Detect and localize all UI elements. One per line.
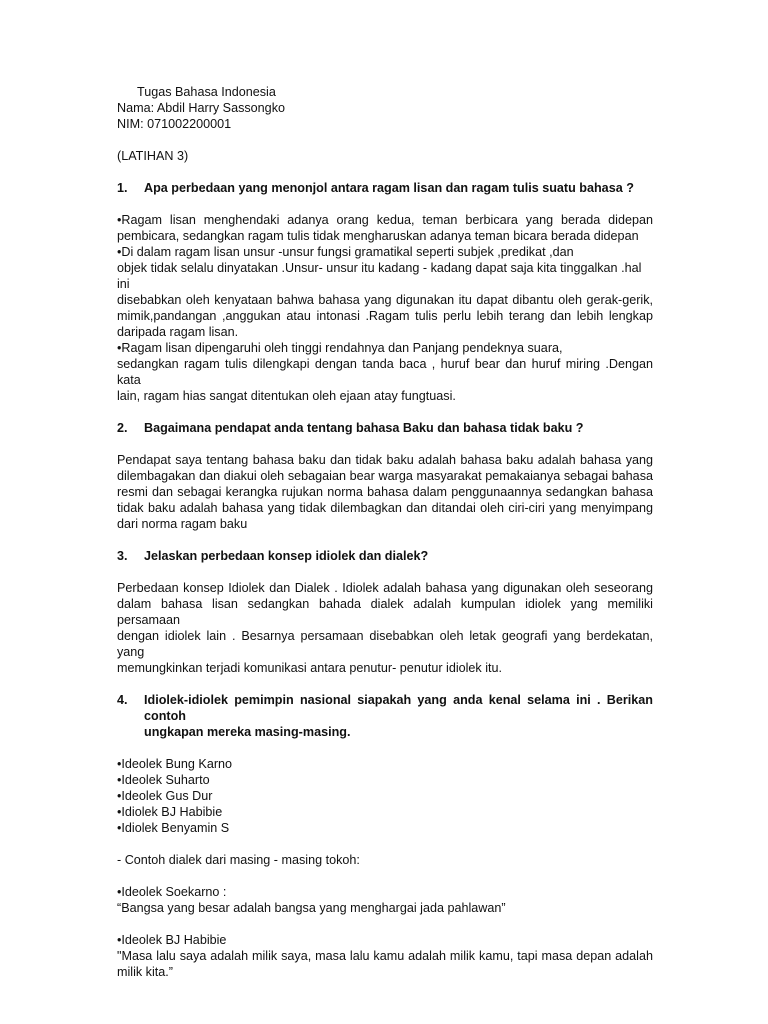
answer-line: •Di dalam ragam lisan unsur -unsur fungsi gramatikal seperti subjek ,predikat ,dan: [117, 245, 574, 259]
answer-line: Perbedaan konsep Idiolek dan Dialek . Idiolek adalah bahasa yang digunakan oleh seseorang: [117, 581, 653, 595]
answer-1: [117, 212, 653, 404]
answer-line: dengan idiolek lain . Besarnya persamaan disebabkan oleh letak geografi yang berdekatan, yang: [117, 629, 653, 659]
answer-line: •Ragam lisan dipengaruhi oleh tinggi rendahnya dan Panjang pendeknya suara,: [117, 341, 563, 355]
answer-line: daripada ragam lisan.: [117, 325, 239, 339]
question-text: Bagaimana pendapat anda tentang bahasa Baku dan bahasa tidak baku ?: [144, 421, 584, 435]
answer-line: tidak baku adalah bahasa yang tidak dilembagkan dan ditandai oleh ciri-ciri yang menyimpang: [117, 501, 653, 515]
answer-line: pembicara, sedangkan ragam tulis tidak mengharuskan adanya teman bicara berada didepan: [117, 229, 639, 243]
answer-line: disebabkan oleh kenyataan bahwa bahasa yang digunakan itu dapat dibantu oleh gerak-gerik,: [117, 293, 653, 307]
question-3: [117, 548, 653, 564]
question-number: 1.: [117, 181, 128, 195]
question-text: Jelaskan perbedaan konsep idiolek dan dialek?: [144, 549, 429, 563]
example-quote: “Bangsa yang besar adalah bangsa yang menghargai jada pahlawan”: [117, 901, 506, 915]
answer-line: dari norma ragam baku: [117, 517, 248, 531]
question-text: Apa perbedaan yang menonjol antara ragam lisan dan ragam tulis suatu bahasa ?: [144, 181, 634, 195]
list-item: •Ideolek Gus Dur: [117, 789, 213, 803]
question-number: 3.: [117, 549, 128, 563]
answer-line: Pendapat saya tentang bahasa baku dan tidak baku adalah bahasa baku adalah bahasa yang: [117, 453, 653, 467]
question-number: 2.: [117, 421, 128, 435]
answer-line: resmi dan sebagai kerangka rujukan norma bahasa dalam penggunaannya sedangkan bahasa: [117, 485, 653, 499]
list-item: •Ideolek Suharto: [117, 773, 210, 787]
answer-line: lain, ragam hias sangat ditentukan oleh ejaan atay fungtuasi.: [117, 389, 456, 403]
list-item: •Idiolek Benyamin S: [117, 821, 230, 835]
example-name: •Ideolek BJ Habibie: [117, 933, 227, 947]
student-nim: NIM: 071002200001: [117, 117, 232, 131]
student-name: Nama: Abdil Harry Sassongko: [117, 101, 285, 115]
answer-line: sedangkan ragam tulis dilengkapi dengan tanda baca , huruf bear dan huruf miring .Dengan kata: [117, 357, 653, 387]
list-item: •Idiolek BJ Habibie: [117, 805, 223, 819]
answer-3: [117, 580, 653, 676]
exercise-label: (LATIHAN 3): [117, 149, 189, 163]
document-title: Tugas Bahasa Indonesia: [137, 85, 276, 99]
document-body: [117, 84, 653, 980]
question-text: Idiolek-idiolek pemimpin nasional siapakah yang anda kenal selama ini . Berikan contoh: [144, 693, 653, 723]
answer-line: memungkinkan terjadi komunikasi antara penutur- penutur idiolek itu.: [117, 661, 503, 675]
question-1: [117, 180, 653, 196]
question-number: 4.: [117, 693, 128, 707]
answer-line: dalam bahasa lisan sedangkan bahada dialek adalah kumpulan idiolek yang memiliki persamaan: [117, 597, 653, 627]
example-name: •Ideolek Soekarno :: [117, 885, 227, 899]
question-4: [117, 692, 653, 740]
list-item: •Ideolek Bung Karno: [117, 757, 233, 771]
answer-line: •Ragam lisan menghendaki adanya orang kedua, teman berbicara yang berada didepan: [117, 213, 653, 227]
answer-line: objek tidak selalu dinyatakan .Unsur- unsur itu kadang - kadang dapat saja kita tinggalkan .hal ini: [117, 261, 642, 291]
answer-line: dilembagakan dan diakui oleh sebagaian bear warga masyarakat pemakaianya sebagai bahasa: [117, 469, 653, 483]
question-2: [117, 420, 653, 436]
example-quote: milik kita.”: [117, 965, 173, 979]
idiolect-list: [117, 756, 653, 836]
example-quote: "Masa lalu saya adalah milik saya, masa lalu kamu adalah milik kamu, tapi masa depan adalah: [117, 949, 653, 963]
answer-2: [117, 452, 653, 532]
answer-line: mimik,pandangan ,anggukan atau intonasi .Ragam tulis perlu lebih terang dan lebih lengkap: [117, 309, 653, 323]
question-text: ungkapan mereka masing-masing.: [144, 725, 351, 739]
examples-intro: - Contoh dialek dari masing - masing tokoh:: [117, 853, 360, 867]
